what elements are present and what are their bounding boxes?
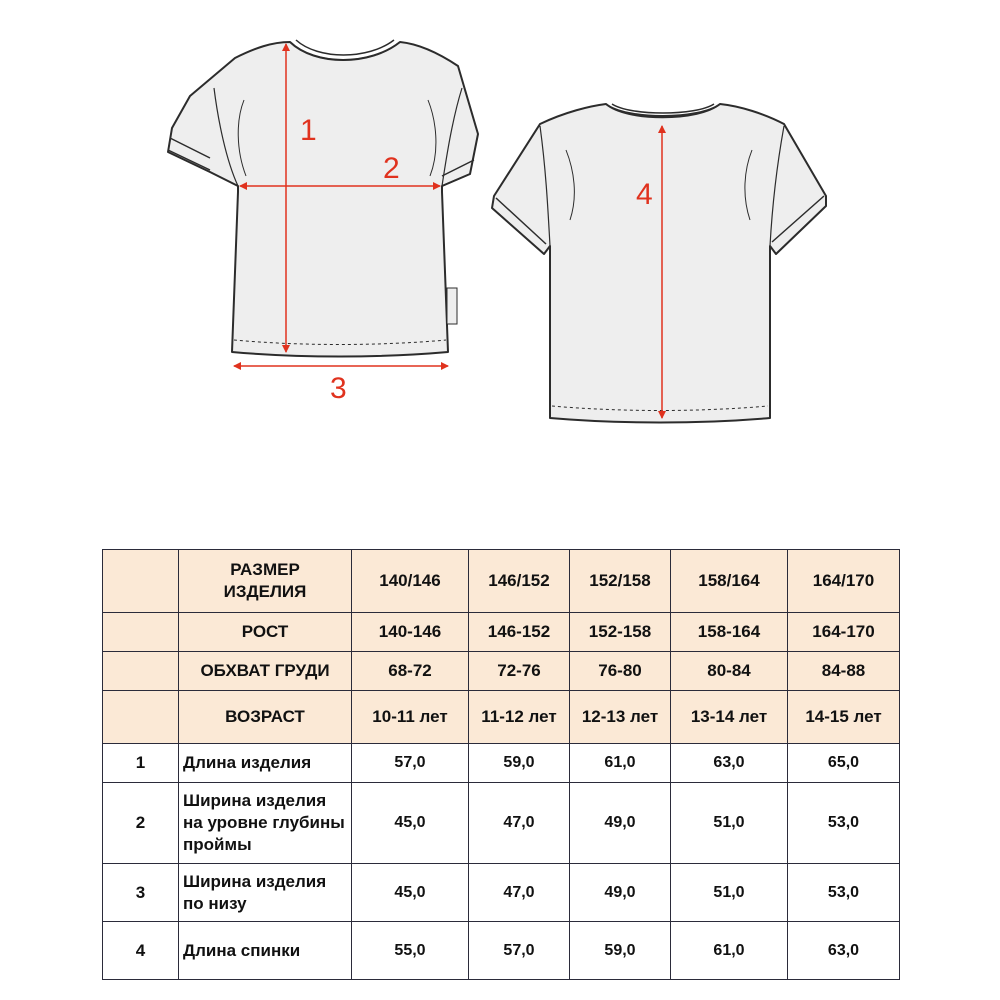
header-row-value: 140-146 [352,613,469,652]
header-row-value: 68-72 [352,652,469,691]
measure-number: 3 [103,864,179,922]
measure-value: 57,0 [352,744,469,783]
measure-parameter: Длина спинки [179,922,352,980]
measure-value: 63,0 [671,744,788,783]
header-row-value: 76-80 [570,652,671,691]
measure-value: 59,0 [469,744,570,783]
header-row-value: 13-14 лет [671,691,788,744]
measure-value: 45,0 [352,864,469,922]
measure-value: 47,0 [469,783,570,864]
measure-value: 51,0 [671,864,788,922]
header-row-value: 164/170 [788,550,900,613]
measure-value: 57,0 [469,922,570,980]
measure-value: 55,0 [352,922,469,980]
empty-cell [103,550,179,613]
measure-label-4: 4 [636,178,653,211]
measure-value: 45,0 [352,783,469,864]
empty-cell [103,652,179,691]
measure-value: 61,0 [671,922,788,980]
back-view [492,104,826,423]
header-row [103,550,900,613]
header-row-value: 146/152 [469,550,570,613]
header-row-value: 10-11 лет [352,691,469,744]
front-view [168,40,478,405]
header-row-value: 158-164 [671,613,788,652]
header-row-value: 11-12 лет [469,691,570,744]
measure-parameter: Ширина изделия по низу [179,864,352,922]
measure-row [103,864,900,922]
header-row-label: РОСТ [179,613,352,652]
header-row-value: 152/158 [570,550,671,613]
measure-number: 4 [103,922,179,980]
header-row [103,691,900,744]
measure-parameter: Ширина изделия на уровне глубины проймы [179,783,352,864]
measure-value: 53,0 [788,864,900,922]
empty-cell [103,613,179,652]
measure-label-3: 3 [330,372,347,405]
header-row-label: ВОЗРАСТ [179,691,352,744]
measure-value: 47,0 [469,864,570,922]
empty-cell [103,691,179,744]
header-row-value: 158/164 [671,550,788,613]
header-row [103,652,900,691]
header-row-label: ОБХВАТ ГРУДИ [179,652,352,691]
header-row-value: 80-84 [671,652,788,691]
header-row-value: 164-170 [788,613,900,652]
measure-row [103,783,900,864]
tshirt-diagram [0,0,1000,480]
header-row-value: 84-88 [788,652,900,691]
header-row-value: 72-76 [469,652,570,691]
front-side-label-tag [447,288,457,324]
header-row-value: 146-152 [469,613,570,652]
measure-value: 53,0 [788,783,900,864]
measure-row [103,744,900,783]
measure-value: 51,0 [671,783,788,864]
header-row-value: 140/146 [352,550,469,613]
back-shirt-outline [492,104,826,423]
header-row-value: 152-158 [570,613,671,652]
measure-row [103,922,900,980]
header-row-value: 12-13 лет [570,691,671,744]
measure-value: 49,0 [570,783,671,864]
measure-parameter: Длина изделия [179,744,352,783]
measure-number: 1 [103,744,179,783]
measure-value: 49,0 [570,864,671,922]
measure-number: 2 [103,783,179,864]
header-row-value: 14-15 лет [788,691,900,744]
measure-value: 63,0 [788,922,900,980]
measure-label-2: 2 [383,152,400,185]
measure-value: 61,0 [570,744,671,783]
measure-label-1: 1 [300,114,317,147]
header-row [103,613,900,652]
measure-value: 65,0 [788,744,900,783]
header-row-label: РАЗМЕР ИЗДЕЛИЯ [179,550,352,613]
size-table [102,549,900,980]
measure-value: 59,0 [570,922,671,980]
